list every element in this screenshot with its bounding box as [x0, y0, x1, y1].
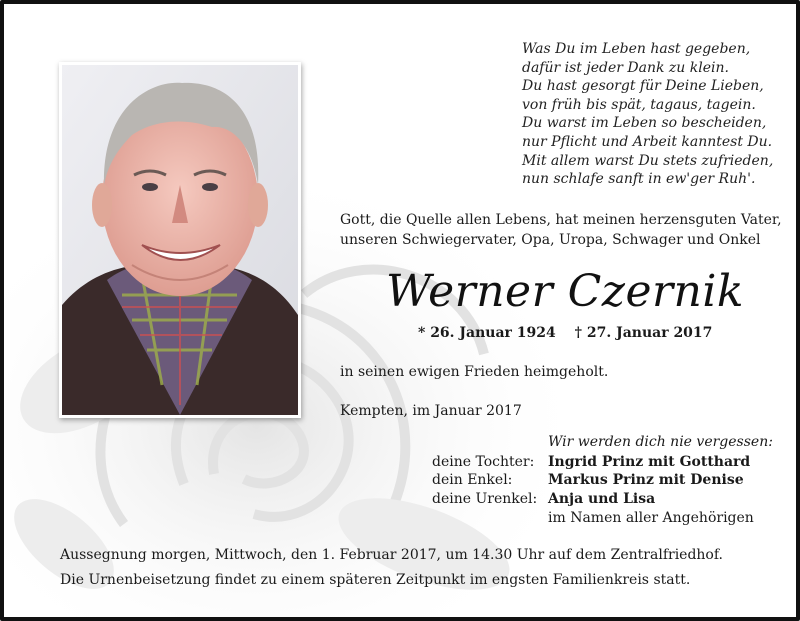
poem-line: Mit allem warst Du stets zufrieden,: [522, 152, 774, 169]
poem: [522, 40, 782, 189]
relative-label: deine Urenkel:: [432, 491, 538, 507]
poem-line: Du warst im Leben so bescheiden,: [522, 115, 767, 132]
intro-line: Gott, die Quelle allen Lebens, hat meinen herzensguten Vater,: [340, 212, 782, 228]
relative-names: Ingrid Prinz mit Gotthard: [548, 454, 751, 470]
portrait-photo: [62, 65, 298, 415]
poem-line: dafür ist jeder Dank zu klein.: [522, 59, 729, 76]
urn-burial-notice: Die Urnenbeisetzung findet zu einem späteren Zeitpunkt im engsten Familienkreis statt.: [60, 572, 691, 588]
place-date: Kempten, im Januar 2017: [340, 403, 522, 419]
poem-line: nun schlafe sanft in ew'ger Ruh'.: [522, 171, 756, 188]
poem-line: nur Pflicht und Arbeit kanntest Du.: [522, 133, 773, 150]
all-relatives-note: im Namen aller Angehörigen: [548, 510, 754, 526]
intro-text: [340, 210, 780, 250]
poem-line: Du hast gesorgt für Deine Lieben,: [522, 78, 764, 95]
relative-row: [432, 454, 750, 470]
peace-text: in seinen ewigen Frieden heimgeholt.: [340, 364, 609, 380]
poem-line: Was Du im Leben hast gegeben,: [522, 41, 751, 57]
portrait-photo-frame: [59, 62, 301, 418]
motto: Wir werden dich nie vergessen:: [548, 434, 773, 450]
relative-row: [432, 491, 655, 507]
life-dates: [418, 325, 726, 341]
funeral-notice: Aussegnung morgen, Mittwoch, den 1. Februar 2017, um 14.30 Uhr auf dem Zentralfriedhof.: [60, 547, 723, 563]
relative-names: Anja und Lisa: [548, 491, 656, 507]
relative-label: deine Tochter:: [432, 454, 535, 470]
poem-line: von früh bis spät, tagaus, tagein.: [522, 96, 756, 113]
relative-label: dein Enkel:: [432, 472, 513, 488]
birth-date: * 26. Januar 1924: [418, 325, 556, 341]
intro-line: unseren Schwiegervater, Opa, Uropa, Schwager und Onkel: [340, 232, 761, 248]
death-date: † 27. Januar 2017: [574, 325, 713, 341]
deceased-name: Werner Czernik: [386, 266, 745, 317]
relative-row: [432, 472, 744, 488]
relative-names: Markus Prinz mit Denise: [548, 472, 744, 488]
